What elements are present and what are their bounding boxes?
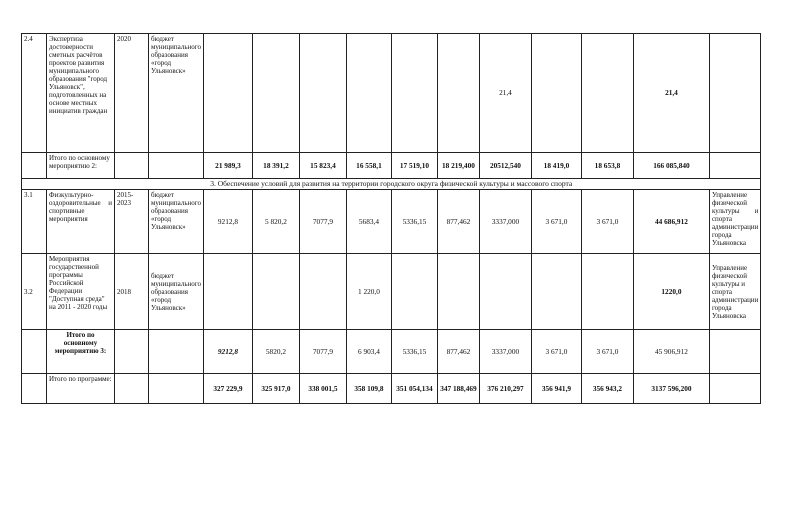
value-cell: 21,4 xyxy=(479,34,531,153)
value-cell: 9212,8 xyxy=(203,330,252,374)
value-cell xyxy=(391,254,437,330)
value-cell: 17 519,10 xyxy=(391,153,437,179)
program-finance-table xyxy=(21,33,761,404)
row-number: 3.1 xyxy=(22,190,47,254)
value-cell xyxy=(391,34,437,153)
total-label: Итого по основному мероприятию 2: xyxy=(47,153,115,179)
value-cell: 5683,4 xyxy=(346,190,391,254)
value-cell xyxy=(437,254,479,330)
section-header-row xyxy=(22,179,761,190)
total-cell: 1220,0 xyxy=(633,254,709,330)
value-cell: 5 820,2 xyxy=(252,190,299,254)
value-cell: 356 943,2 xyxy=(581,374,633,404)
table-row-3-2 xyxy=(22,254,761,330)
value-cell: 21 989,3 xyxy=(203,153,252,179)
total-cell: 166 085,840 xyxy=(633,153,709,179)
value-cell xyxy=(437,34,479,153)
value-cell xyxy=(299,34,346,153)
total-cell: 3137 596,200 xyxy=(633,374,709,404)
value-cell: 358 109,8 xyxy=(346,374,391,404)
value-cell xyxy=(252,254,299,330)
value-cell xyxy=(531,34,581,153)
value-cell xyxy=(479,254,531,330)
row-number: 2.4 xyxy=(22,34,47,153)
value-cell: 3337,000 xyxy=(479,330,531,374)
value-cell xyxy=(531,254,581,330)
value-cell: 338 001,5 xyxy=(299,374,346,404)
value-cell: 3 671,0 xyxy=(531,330,581,374)
value-cell: 6 903,4 xyxy=(346,330,391,374)
value-cell: 7077,9 xyxy=(299,330,346,374)
value-cell xyxy=(252,34,299,153)
value-cell: 325 917,0 xyxy=(252,374,299,404)
value-cell: 5820,2 xyxy=(252,330,299,374)
value-cell: 1 220,0 xyxy=(346,254,391,330)
value-cell: 9212,8 xyxy=(203,190,252,254)
total-cell: 44 686,912 xyxy=(633,190,709,254)
activity-year: 2015-2023 xyxy=(115,190,149,254)
table-row-2-4 xyxy=(22,34,761,153)
executor-cell: Управление физической культуры и спорта администрации города Ульяновска xyxy=(709,190,760,254)
funding-source: бюджет муниципального образования «город Ульяновск» xyxy=(149,34,204,153)
value-cell: 18 219,400 xyxy=(437,153,479,179)
value-cell: 877,462 xyxy=(437,190,479,254)
value-cell: 15 823,4 xyxy=(299,153,346,179)
table-row-total-3 xyxy=(22,330,761,374)
value-cell: 327 229,9 xyxy=(203,374,252,404)
total-label: Итого по основному мероприятию 3: xyxy=(47,330,115,374)
executor-cell: Управление физической культуры и спорта администрации города Ульяновска xyxy=(709,254,760,330)
value-cell: 877,462 xyxy=(437,330,479,374)
activity-name: Экспертиза достоверности сметных расчётов проектов развития муниципального образования "город Ульяновск", подготовленных на основе местных инициатив граждан xyxy=(47,34,115,153)
value-cell: 5336,15 xyxy=(391,190,437,254)
value-cell: 356 941,9 xyxy=(531,374,581,404)
table-row-program-total xyxy=(22,374,761,404)
value-cell: 376 210,297 xyxy=(479,374,531,404)
value-cell xyxy=(203,34,252,153)
value-cell: 18 391,2 xyxy=(252,153,299,179)
value-cell: 5336,15 xyxy=(391,330,437,374)
value-cell: 16 558,1 xyxy=(346,153,391,179)
total-cell: 45 906,912 xyxy=(633,330,709,374)
funding-source: бюджет муниципального образования «город Ульяновск» xyxy=(149,190,204,254)
activity-year: 2020 xyxy=(115,34,149,153)
value-cell: 3 671,0 xyxy=(581,190,633,254)
activity-year: 2018 xyxy=(115,254,149,330)
value-cell: 3337,000 xyxy=(479,190,531,254)
total-cell: 21,4 xyxy=(633,34,709,153)
section-title: 3. Обеспечение условий для развития на территории городского округа физической культуры и массового спорта xyxy=(22,179,761,190)
value-cell xyxy=(203,254,252,330)
value-cell xyxy=(346,34,391,153)
value-cell: 18 419,0 xyxy=(531,153,581,179)
value-cell: 3 671,0 xyxy=(581,330,633,374)
table-row-3-1 xyxy=(22,190,761,254)
executor-cell xyxy=(709,34,760,153)
value-cell: 3 671,0 xyxy=(531,190,581,254)
activity-name: Мероприятия государственной программы Российской Федерации "Доступная среда" на 2011 - 2020 годы xyxy=(47,254,115,330)
value-cell: 347 188,469 xyxy=(437,374,479,404)
row-number: 3.2 xyxy=(22,254,47,330)
activity-name: Физкультурно-оздоровительные и спортивные мероприятия xyxy=(47,190,115,254)
value-cell: 7077,9 xyxy=(299,190,346,254)
value-cell: 351 054,134 xyxy=(391,374,437,404)
total-label: Итого по программе: xyxy=(47,374,115,404)
funding-source: бюджет муниципального образования «город Ульяновск» xyxy=(149,254,204,330)
value-cell xyxy=(581,254,633,330)
value-cell: 20512,540 xyxy=(479,153,531,179)
table-row-total-2 xyxy=(22,153,761,179)
value-cell xyxy=(299,254,346,330)
value-cell xyxy=(581,34,633,153)
value-cell: 18 653,8 xyxy=(581,153,633,179)
